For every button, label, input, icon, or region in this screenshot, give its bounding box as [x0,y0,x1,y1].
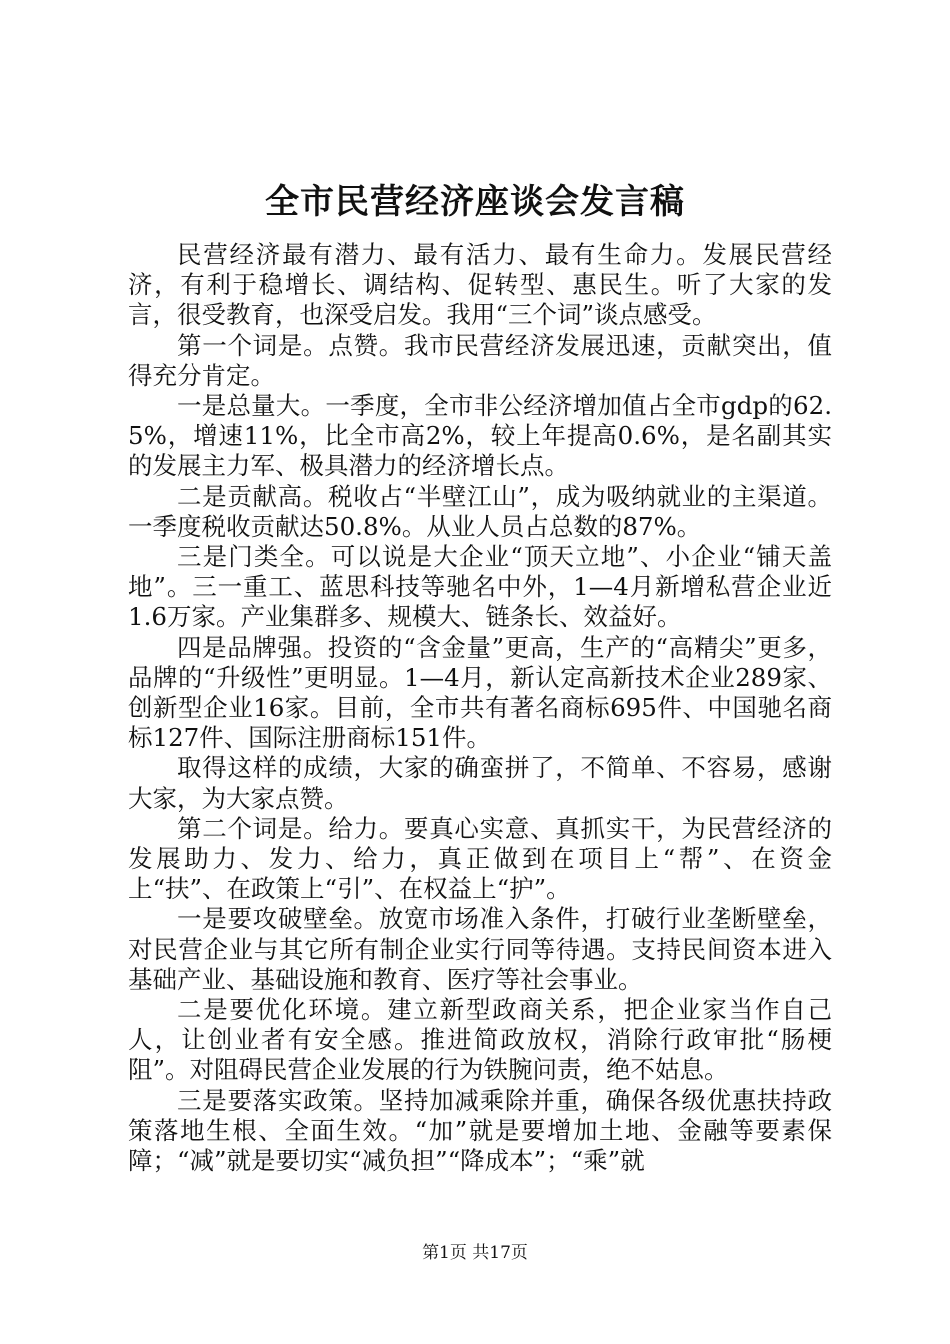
paragraph-categories: 三是门类全。可以说是大企业“顶天立地”、小企业“铺天盖地”。三一重工、蓝思科技等驰名中外，1—4月新增私营企业近1.6万家。产业集群多、规模大、链条长、效益好。 [128,542,832,632]
document-body [128,240,832,1176]
paragraph-brands: 四是品牌强。投资的“含金量”更高，生产的“高精尖”更多，品牌的“升级性”更明显。1—4月，新认定高新技术企业289家、创新型企业16家。目前，全市共有著名商标695件、中国驰名商标127件、国际注册商标151件。 [128,632,832,753]
paragraph-contribution: 二是贡献高。税收占“半壁江山”，成为吸纳就业的主渠道。一季度税收贡献达50.8%。从业人员占总数的87%。 [128,481,832,541]
document-title: 全市民营经济座谈会发言稿 [265,182,685,222]
paragraph-first-word: 第一个词是。点赞。我市民营经济发展迅速，贡献突出，值得充分肯定。 [128,330,832,390]
paragraph-second-word: 第二个词是。给力。要真心实意、真抓实干，为民营经济的发展助力、发力、给力，真正做到在项目上“帮”、在资金上“扶”、在政策上“引”、在权益上“护”。 [128,813,832,904]
paragraph-total-volume: 一是总量大。一季度，全市非公经济增加值占全市gdp的62.5%，增速11%，比全市高2%，较上年提高0.6%，是名副其实的发展主力军、极具潜力的经济增长点。 [128,391,832,481]
page-number-footer: 第1页 共17页 [422,1243,528,1263]
paragraph-break-barriers: 一是要攻破壁垒。放宽市场准入条件，打破行业垄断壁垒，对民营企业与其它所有制企业实行同等待遇。支持民间资本进入基础产业、基础设施和教育、医疗等社会事业。 [128,904,832,994]
paragraph-achievements: 取得这样的成绩，大家的确蛮拼了，不简单、不容易，感谢大家，为大家点赞。 [128,753,832,813]
paragraph-optimize-environment: 二是要优化环境。建立新型政商关系，把企业家当作自己人，让创业者有安全感。推进简政放权，消除行政审批“肠梗阻”。对阻碍民营企业发展的行为铁腕问责，绝不姑息。 [128,995,832,1085]
paragraph-implement-policies: 三是要落实政策。坚持加减乘除并重，确保各级优惠扶持政策落地生根、全面生效。“加”就是要增加土地、金融等要素保障；“减”就是要切实“减负担”“降成本”；“乘”就 [128,1085,832,1176]
paragraph-intro: 民营经济最有潜力、最有活力、最有生命力。发展民营经济，有利于稳增长、调结构、促转型、惠民生。听了大家的发言，很受教育，也深受启发。我用“三个词”谈点感受。 [128,240,832,330]
